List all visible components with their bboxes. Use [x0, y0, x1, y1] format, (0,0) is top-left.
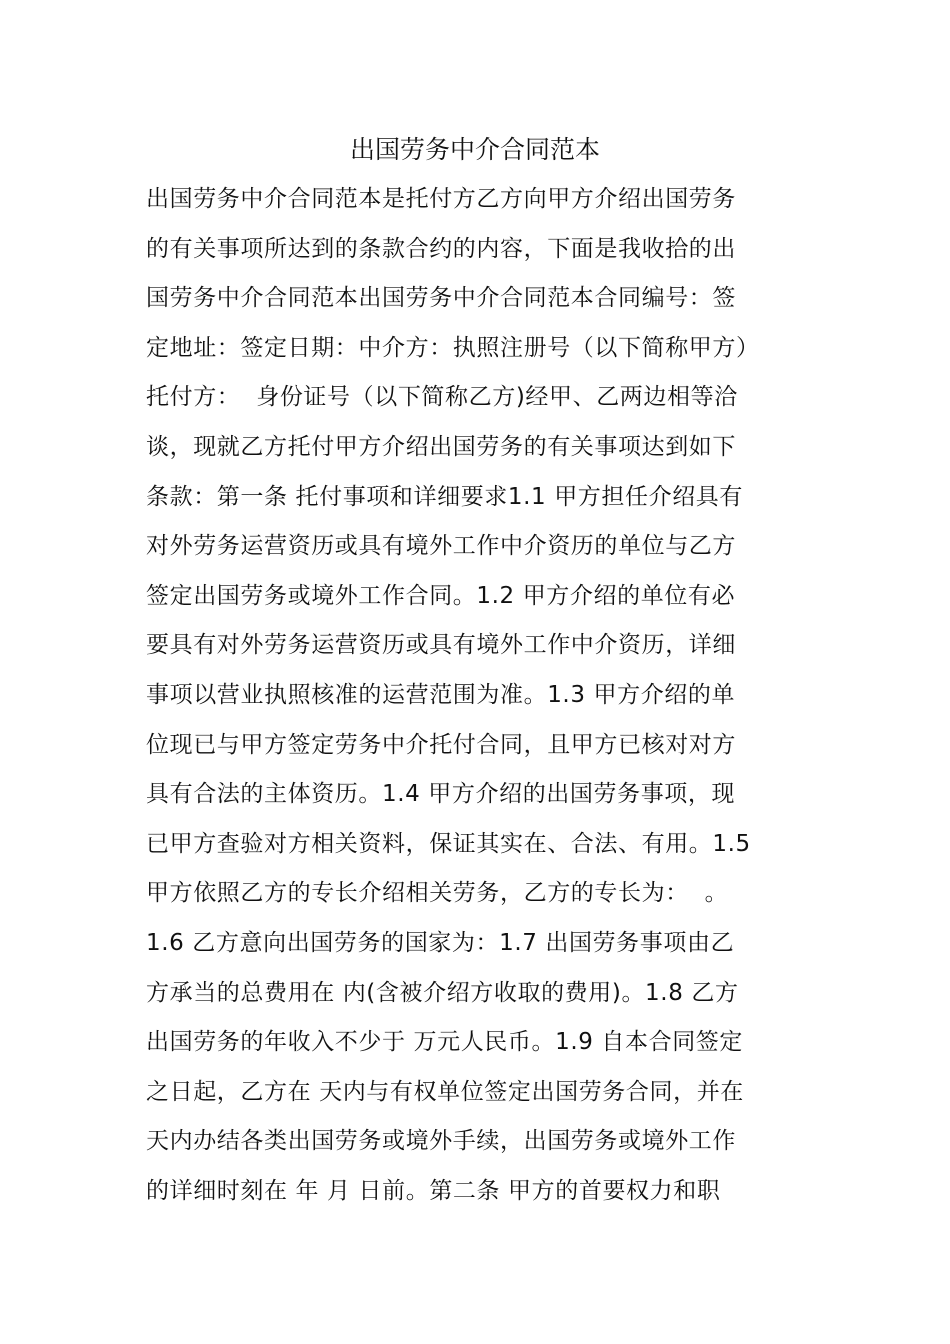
body-line: 已甲方查验对方相关资料，保证其实在、合法、有用。1.5 — [146, 830, 751, 857]
body-line: 之日起，乙方在 天内与有权单位签定出国劳务合同，并在 — [146, 1078, 744, 1105]
body-line: 1.6 乙方意向出国劳务的国家为：1.7 出国劳务事项由乙 — [146, 929, 735, 956]
body-line: 天内办结各类出国劳务或境外手续，出国劳务或境外工作 — [146, 1128, 736, 1155]
body-line: 签定出国劳务或境外工作合同。1.2 甲方介绍的单位有必 — [146, 582, 736, 609]
body-line: 具有合法的主体资历。1.4 甲方介绍的出国劳务事项，现 — [146, 781, 736, 808]
body-line: 出国劳务的年收入不少于 万元人民币。1.9 自本合同签定 — [146, 1029, 743, 1056]
body-line: 方承当的总费用在 内(含被介绍方收取的费用)。1.8 乙方 — [146, 979, 739, 1006]
body-line: 定地址：签定日期：中介方：执照注册号（以下简称甲方） — [146, 334, 760, 361]
body-line: 事项以营业执照核准的运营范围为准。1.3 甲方介绍的单 — [146, 681, 736, 708]
body-line: 位现已与甲方签定劳务中介托付合同，且甲方已核对对方 — [146, 731, 736, 758]
body-line: 要具有对外劳务运营资历或具有境外工作中介资历，详细 — [146, 632, 736, 659]
body-line: 谈，现就乙方托付甲方介绍出国劳务的有关事项达到如下 — [146, 433, 736, 460]
body-line: 条款：第一条 托付事项和详细要求1.1 甲方担任介绍具有 — [146, 483, 743, 510]
body-line: 的有关事项所达到的条款合约的内容，下面是我收拾的出 — [146, 235, 736, 262]
body-line: 托付方： 身份证号（以下简称乙方)经甲、乙两边相等洽 — [146, 384, 738, 411]
body-line: 甲方依照乙方的专长介绍相关劳务，乙方的专长为： 。 — [146, 880, 729, 907]
body-line: 的详细时刻在 年 月 日前。第二条 甲方的首要权力和职 — [146, 1177, 721, 1204]
document-title: 出国劳务中介合同范本 — [349, 135, 600, 164]
document-body — [146, 175, 806, 1216]
body-line: 对外劳务运营资历或具有境外工作中介资历的单位与乙方 — [146, 533, 736, 560]
body-line: 出国劳务中介合同范本是托付方乙方向甲方介绍出国劳务 — [146, 186, 736, 212]
body-line: 国劳务中介合同范本出国劳务中介合同范本合同编号：签 — [146, 285, 736, 312]
